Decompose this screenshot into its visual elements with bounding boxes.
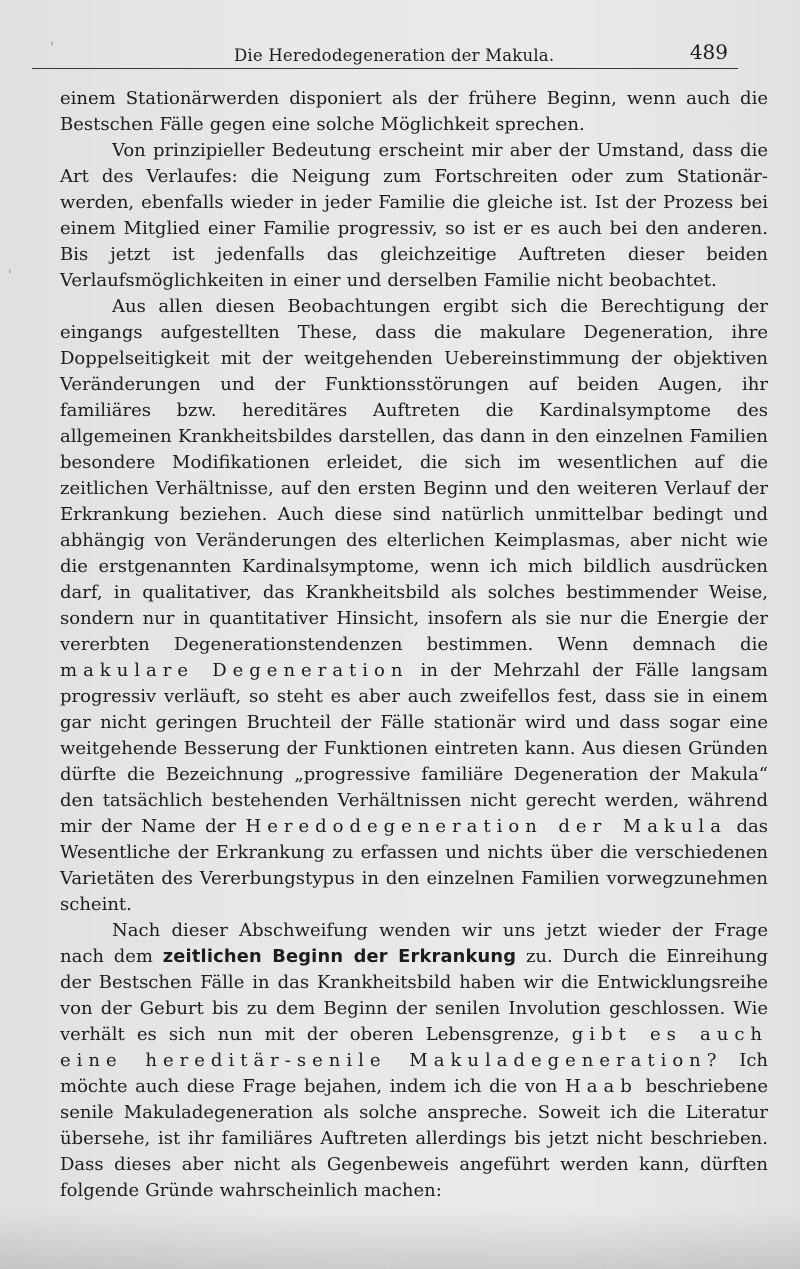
text-run: Nach dieser Abschweifung wenden wir uns jetzt wieder der Frage nach dem	[60, 920, 768, 967]
text-run: beschriebene senile Makuladegeneration als solche anspreche. Soweit ich die Literatur übersehe, ist ihr familiäres Auftreten allerdings bis jetzt nicht beschrieben. Dass dieses aber nicht als Gegenbeweis angeführt werden kann, dürften folgende Gründe wahrscheinlich machen:	[60, 1076, 768, 1201]
body-text	[60, 86, 768, 1204]
text-run: Von prinzipieller Bedeutung erscheint mir aber der Umstand, dass die Art des Verlaufes: die Neigung zum Fortschreiten oder zum Stationär-werden, ebenfalls wieder in jeder Familie die gleiche ist. Ist der Prozess bei einem Mitglied einer Familie progressiv, so ist er es auch bei den anderen. Bis jetzt ist jedenfalls das gleichzeitige Auftreten dieser beiden Verlaufsmöglichkeiten in einer und derselben Familie nicht beobachtet.	[60, 140, 768, 291]
paragraph	[60, 138, 768, 294]
text-run: einem Stationärwerden disponiert als der frühere Beginn, wenn auch die Bestschen Fälle gegen eine solche Möglichkeit sprechen.	[60, 88, 768, 135]
margin-mark: '	[50, 40, 54, 56]
page-header	[32, 36, 738, 69]
emphasis-spaced: Haab	[565, 1076, 638, 1097]
emphasis-bold: zeitlichen Beginn der Erkrankung	[162, 946, 517, 967]
text-run: zu. Durch die Einreihung der Bestschen Fälle in das Krankheitsbild haben wir die Entwicklungsreihe von der Geburt bis zu dem Beginn der senilen Involution geschlossen. Wie verhält es sich nun mit der oberen Lebensgrenze,	[60, 946, 768, 1045]
text-run: Ich möchte auch diese Frage bejahen, indem ich die von	[60, 1050, 768, 1097]
paragraph	[60, 86, 768, 138]
text-run: das Wesentliche der Erkrankung zu erfassen und nichts über die verschiedenen Varietäten des Vererbungstypus in den einzelnen Familien vorwegzunehmen scheint.	[60, 816, 768, 915]
emphasis-spaced: makulare Degeneration	[60, 660, 409, 681]
text-run: in der Mehrzahl der Fälle langsam progressiv verläuft, so steht es aber auch zweifellos fest, dass sie in einem gar nicht geringen Bruchteil der Fälle stationär wird und dass sogar eine weitgehende Besserung der Funktionen eintreten kann. Aus diesen Gründen dürfte die Bezeichnung „progressive familiäre Degeneration der Makula“ den tatsächlich bestehenden Verhältnissen nicht gerecht werden, während mir der Name der	[60, 660, 768, 837]
emphasis-spaced: Heredodegeneration der Makula	[245, 816, 727, 837]
emphasis-spaced: gibt es auch eine hereditär-senile Makuladegeneration?	[60, 1024, 768, 1071]
paragraph	[60, 918, 768, 1204]
page-number: 489	[689, 40, 728, 64]
running-title: Die Heredodegeneration der Makula.	[234, 46, 555, 65]
scan-shadow	[0, 1209, 800, 1269]
paragraph	[60, 294, 768, 918]
margin-mark: '	[8, 268, 12, 284]
text-run: Aus allen diesen Beobachtungen ergibt sich die Berechtigung der eingangs aufgestellten These, dass die makulare Degeneration, ihre Doppelseitigkeit mit der weitgehenden Uebereinstimmung der objektiven Veränderungen und der Funktionsstörungen auf beiden Augen, ihr familiäres bzw. hereditäres Auftreten die Kardinalsymptome des allgemeinen Krankheitsbildes darstellen, das dann in den einzelnen Familien besondere Modifikationen erleidet, die sich im wesentlichen auf die zeitlichen Verhältnisse, auf den ersten Beginn und den weiteren Verlauf der Erkrankung beziehen. Auch diese sind natürlich unmittelbar bedingt und abhängig von Veränderungen des elterlichen Keimplasmas, aber nicht wie die erstgenannten Kardinalsymptome, wenn ich mich bildlich ausdrücken darf, in qualitativer, das Krankheitsbild als solches bestimmender Weise, sondern nur in quantitativer Hinsicht, insofern als sie nur die Energie der vererbten Degenerationstendenzen bestimmen. Wenn demnach die	[60, 296, 768, 655]
